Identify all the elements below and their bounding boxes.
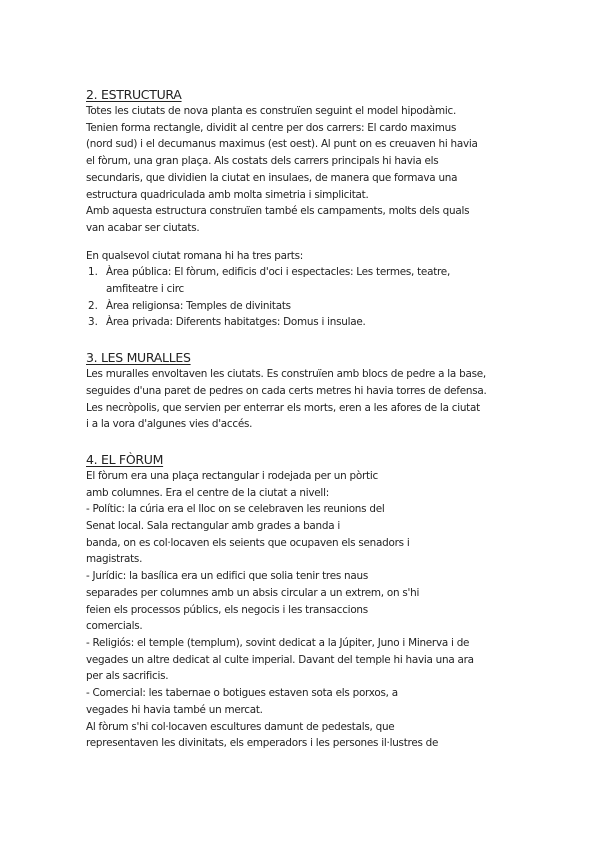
text-line: banda, on es col·locaven els seients que ocupaven els senadors i xyxy=(86,536,410,549)
estructura-paragraph xyxy=(86,103,526,237)
list-number: 2. xyxy=(88,299,98,312)
text-line: Les necròpolis, que servien per enterrar els morts, eren a les afores de la ciutat xyxy=(86,401,480,414)
text-line: El fòrum era una plaça rectangular i rodejada per un pòrtic xyxy=(86,469,378,482)
text-line: comercials. xyxy=(86,620,143,633)
text-line: Àrea religionsa: Temples de divinitats xyxy=(106,299,291,312)
text-line: Amb aquesta estructura construïen també els campaments, molts dels quals xyxy=(86,205,470,218)
text-line: Àrea pública: El fòrum, edificis d'oci i espectacles: Les termes, teatre, xyxy=(106,266,451,279)
text-line: van acabar ser ciutats. xyxy=(86,221,200,234)
text-line: vegades hi havia també un mercat. xyxy=(86,703,263,716)
text-line: magistrats. xyxy=(86,553,143,566)
list-item xyxy=(86,298,526,315)
text-line: seguides d'una paret de pedres on cada certs metres hi havia torres de defensa. xyxy=(86,384,487,397)
text-line: feien els processos públics, els negocis i les transaccions xyxy=(86,603,368,616)
text-line: (nord sud) i el decumanus maximus (est oest). Al punt on es creuaven hi havia xyxy=(86,138,478,151)
text-line: Al fòrum s'hi col·locaven escultures damunt de pedestals, que xyxy=(86,720,395,733)
text-line: i a la vora d'algunes vies d'accés. xyxy=(86,418,253,431)
muralles-paragraph xyxy=(86,366,526,433)
section-heading-forum: 4. EL FÒRUM xyxy=(86,451,164,467)
document-page xyxy=(86,86,526,752)
text-line: representaven les divinitats, els emperadors i les persones il·lustres de xyxy=(86,737,439,750)
text-line: Totes les ciutats de nova planta es construïen seguint el model hipodàmic. xyxy=(86,105,457,117)
text-line: amb columnes. Era el centre de la ciutat a nivell: xyxy=(86,486,329,499)
parts-intro: En qualsevol ciutat romana hi ha tres parts: xyxy=(86,249,304,262)
list-number: 1. xyxy=(88,266,98,279)
text-line: amfiteatre i circ xyxy=(106,283,184,296)
text-line: Àrea privada: Diferents habitatges: Domus i insulae. xyxy=(106,316,366,329)
section-heading-estructura: 2. ESTRUCTURA xyxy=(86,87,182,102)
list-item xyxy=(86,264,526,297)
text-line: vegades un altre dedicat al culte imperial. Davant del temple hi havia una ara xyxy=(86,653,474,666)
text-line: estructura quadriculada amb molta simetria i simplicitat. xyxy=(86,188,369,201)
text-line: Les muralles envoltaven les ciutats. Es construïen amb blocs de pedre a la base, xyxy=(86,368,486,381)
parts-list xyxy=(86,264,526,331)
list-number: 3. xyxy=(88,316,98,329)
text-line: per als sacrificis. xyxy=(86,670,169,683)
forum-paragraph xyxy=(86,468,526,752)
text-line: - Comercial: les tabernae o botigues estaven sota els porxos, a xyxy=(86,687,398,700)
section-heading-muralles: 3. LES MURALLES xyxy=(86,350,191,366)
text-line: - Religiós: el temple (templum), sovint dedicat a la Júpiter, Juno i Minerva i de xyxy=(86,636,470,649)
text-line: - Jurídic: la basílica era un edifici que solia tenir tres naus xyxy=(86,570,369,583)
text-line: - Polític: la cúria era el lloc on se celebraven les reunions del xyxy=(86,503,385,516)
text-line: Tenien forma rectangle, dividit al centre per dos carrers: El cardo maximus xyxy=(86,121,457,134)
text-line: el fòrum, una gran plaça. Als costats dels carrers principals hi havia els xyxy=(86,155,439,168)
text-line: secundaris, que dividien la ciutat en insulaes, de manera que formava una xyxy=(86,171,458,184)
text-line: separades per columnes amb un absis circular a un extrem, on s'hi xyxy=(86,586,420,599)
list-item xyxy=(86,314,526,331)
text-line: Senat local. Sala rectangular amb grades a banda i xyxy=(86,520,341,533)
